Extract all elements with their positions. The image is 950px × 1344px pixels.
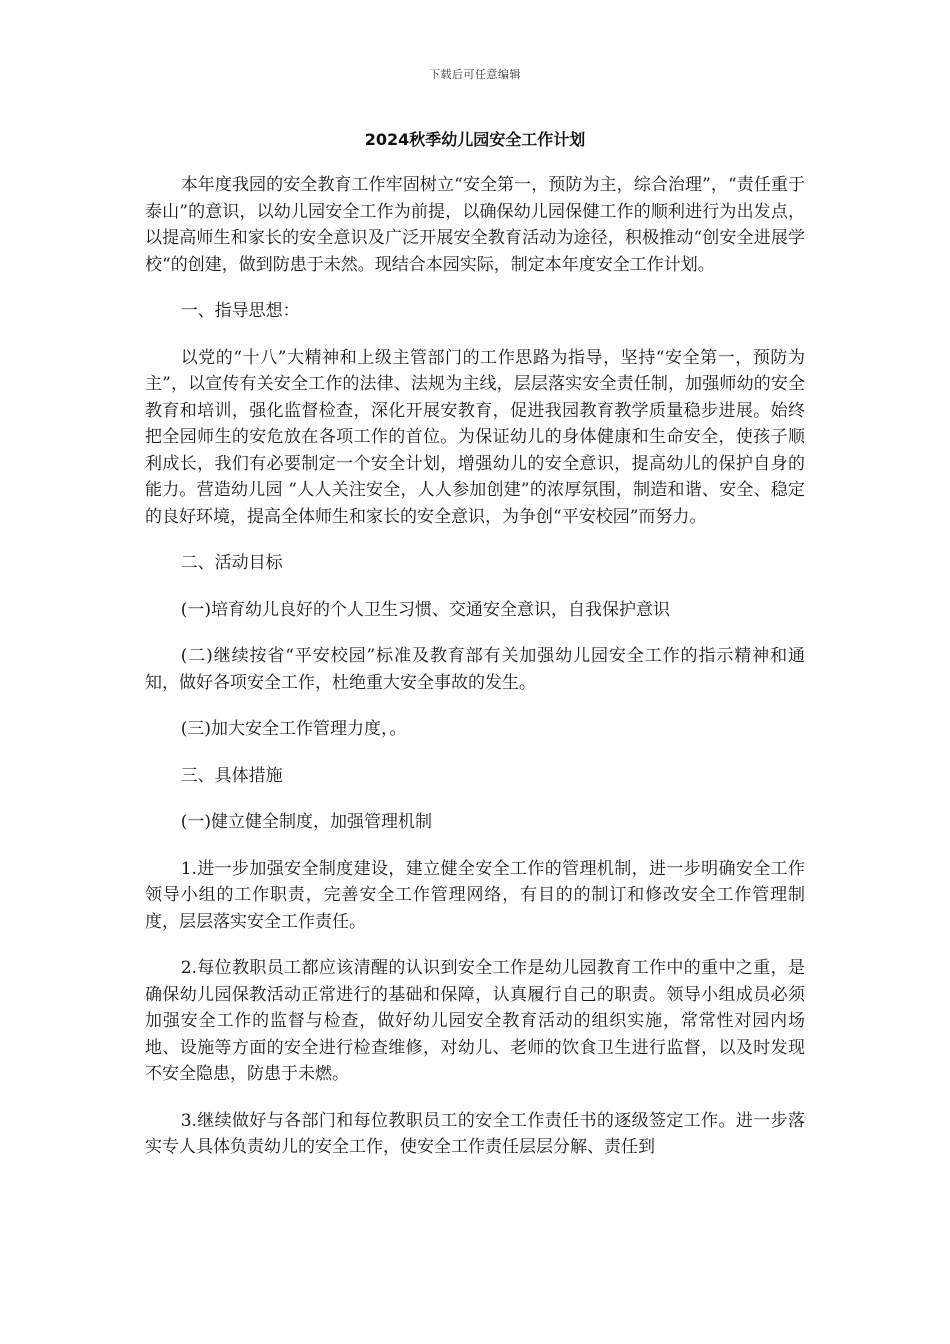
document-title: 2024秋季幼儿园安全工作计划 [364,130,586,149]
header-note: 下载后可任意编辑 [429,68,521,81]
measure-item-3: 3.继续做好与各部门和每位教职员工的安全工作责任书的逐级签定工作。进一步落实专人具体负责幼儿的安全工作，使安全工作责任层层分解、责任到 [145,1110,805,1157]
section-heading-measures: 三、具体措施 [180,765,283,786]
measure-item-2: 2.每位教职员工都应该清醒的认识到安全工作是幼儿园教育工作中的重中之重，是确保幼儿园保教活动正常进行的基础和保障，认真履行自己的职责。领导小组成员必须加强安全工作的监督与检查，做好幼儿园安全教育活动的组织实施，常常性对园内场地、设施等方面的安全进行检查维修，对幼儿、老师的饮食卫生进行监督，以及时发现不安全隐患，防患于未燃。 [145,958,805,1084]
measure-subheading-1: (一)健立健全制度，加强管理机制 [180,812,432,832]
goal-item-1: (一)培育幼儿良好的个人卫生习惯、交通安全意识，自我保护意识 [180,599,670,620]
intro-paragraph: 本年度我园的安全教育工作牢固树立“安全第一，预防为主，综合治理”，“责任重于泰山”的意识，以幼儿园安全工作为前提，以确保幼儿园保健工作的顺利进行为出发点，以提高师生和家长的安全意识及广泛开展安全教育活动为途径，积极推动“创安全进展学校“的创建，做到防患于未然。现结合本园实际，制定本年度安全工作计划。 [145,175,805,275]
document-body [145,172,805,1181]
goal-item-3: (三)加大安全工作管理力度，。 [180,719,407,739]
goal-item-2: (二)继续按省“平安校园”标准及教育部有关加强幼儿园安全工作的指示精神和通知，做好各项安全工作，杜绝重大安全事故的发生。 [145,646,805,693]
section-heading-activity-goals: 二、活动目标 [180,553,283,573]
guiding-ideology-paragraph: 以党的“十八”大精神和上级主管部门的工作思路为指导，坚持“安全第一，预防为主”，以宣传有关安全工作的法律、法规为主线，层层落实安全责任制，加强师幼的安全教育和培训，强化监督检查，深化开展安教育，促进我园教育教学质量稳步进展。始终把全园师生的安危放在各项工作的首位。为保证幼儿的身体健康和生命安全，使孩子顺利成长，我们有必要制定一个安全计划，增强幼儿的安全意识，提高幼儿的保护自身的能力。营造幼儿园 “人人关注安全，人人参加创建”的浓厚氛围，制造和谐、安全、稳定的良好环境，提高全体师生和家长的安全意识，为争创“平安校园”而努力。 [145,347,805,527]
measure-item-1: 1.进一步加强安全制度建设，建立健全安全工作的管理机制，进一步明确安全工作领导小组的工作职责，完善安全工作管理网络，有目的的制订和修改安全工作管理制度，层层落实安全工作责任。 [145,858,805,932]
section-heading-guiding-ideology: 一、指导思想： [180,301,300,321]
